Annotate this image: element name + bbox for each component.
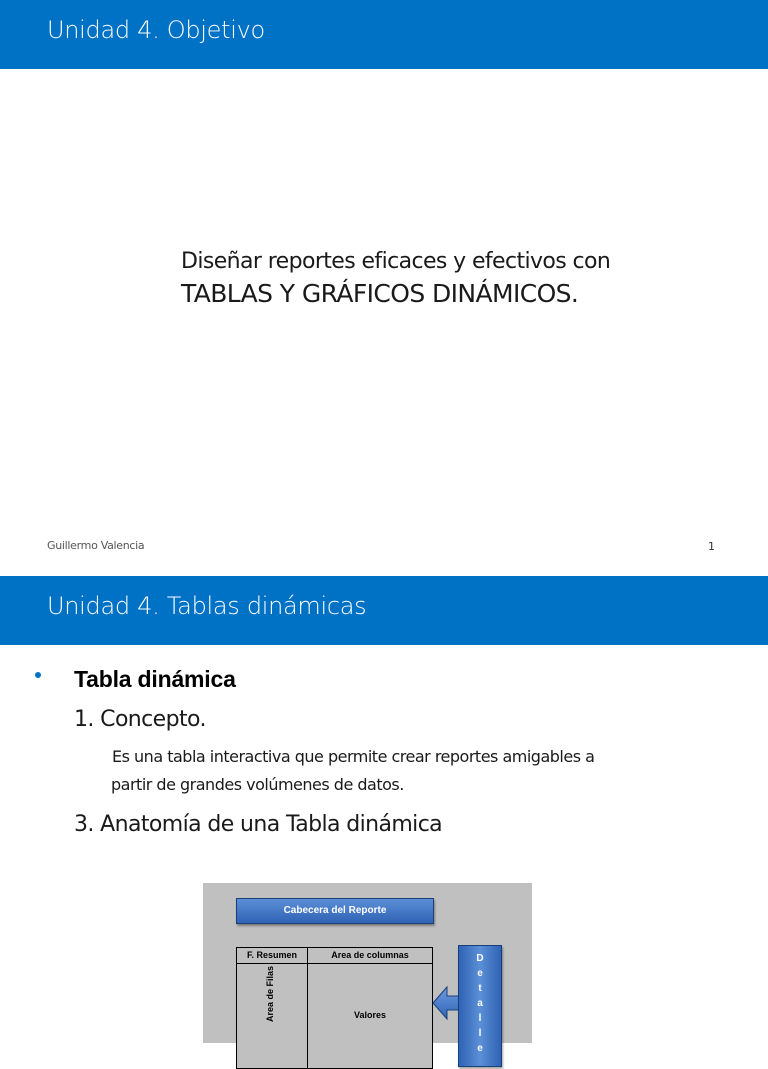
list-item-anatomia: 3. Anatomía de una Tabla dinámica	[74, 812, 443, 837]
rows-area-label: Area de Filas	[265, 965, 275, 1022]
detail-button	[458, 945, 502, 1067]
values-area-cell	[308, 964, 432, 1068]
rows-area-cell	[237, 964, 308, 1068]
columns-area-cell: Area de columnas	[308, 948, 432, 964]
pivot-anatomy-diagram	[203, 883, 532, 1054]
concept-line-2: partir de grandes volúmenes de datos.	[111, 775, 404, 794]
values-area-label: Valores	[353, 1010, 387, 1020]
slide-title: Unidad 4. Objetivo	[47, 16, 265, 44]
slide-number: 1	[708, 540, 715, 553]
footer-author: Guillermo Valencia	[47, 539, 145, 552]
summary-cell: F. Resumen	[237, 948, 308, 964]
pivot-grid	[236, 947, 433, 1069]
objective-text	[181, 247, 610, 311]
detail-letter: D	[476, 953, 484, 964]
concept-line-1: Es una tabla interactiva que permite crear reportes amigables a	[112, 747, 595, 766]
detail-letter: l	[478, 1028, 482, 1039]
slide-title-bar	[0, 576, 768, 645]
slide-title: Unidad 4. Tablas dinámicas	[47, 592, 367, 620]
slide-title-bar	[0, 0, 768, 69]
detail-letter: a	[477, 998, 483, 1009]
detail-letter: e	[477, 968, 483, 979]
report-header-button: Cabecera del Reporte	[236, 898, 434, 924]
detail-letter: t	[478, 983, 482, 994]
objective-line-2: TABLAS Y GRÁFICOS DINÁMICOS.	[181, 279, 579, 308]
concept-paragraph	[112, 743, 692, 799]
detail-letter: l	[478, 1013, 482, 1024]
objective-line-1: Diseñar reportes eficaces y efectivos con	[181, 249, 611, 274]
detail-letter: e	[477, 1043, 483, 1054]
bullet-heading: Tabla dinámica	[74, 666, 236, 692]
slide-tablas-dinamicas	[0, 576, 768, 1054]
bullet-dot-icon	[35, 672, 41, 678]
list-item-concepto: 1. Concepto.	[74, 707, 206, 732]
